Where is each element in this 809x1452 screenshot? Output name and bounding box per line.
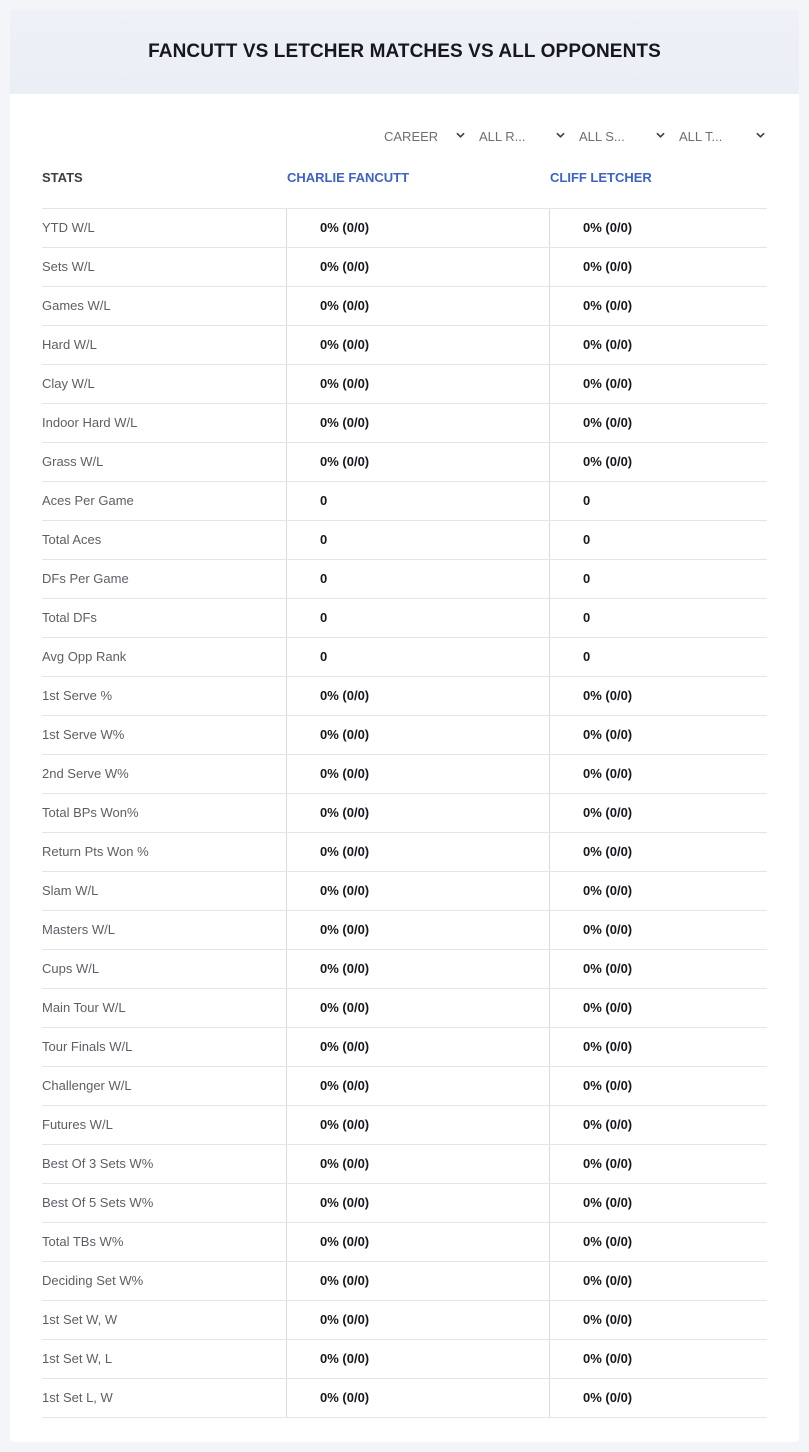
- stat-label: Masters W/L: [42, 922, 115, 937]
- stat-label: 1st Set L, W: [42, 1390, 113, 1405]
- stat-label: Grass W/L: [42, 454, 104, 469]
- table-row: [42, 1379, 767, 1418]
- table-row: [42, 716, 767, 755]
- stat-label: Avg Opp Rank: [42, 649, 127, 664]
- player2-stat-value: 0% (0/0): [549, 677, 767, 715]
- chevron-down-icon: [756, 131, 765, 140]
- table-row: [42, 521, 767, 560]
- player2-stat-value: 0% (0/0): [549, 1184, 767, 1222]
- player2-stat-value: 0% (0/0): [549, 950, 767, 988]
- table-row: [42, 326, 767, 365]
- player2-stat-value: 0% (0/0): [549, 1028, 767, 1066]
- stat-label: Return Pts Won %: [42, 844, 149, 859]
- stat-label: 1st Serve W%: [42, 727, 125, 742]
- stat-label: Best Of 3 Sets W%: [42, 1156, 154, 1171]
- table-row: [42, 989, 767, 1028]
- table-row: [42, 1184, 767, 1223]
- table-row: [42, 911, 767, 950]
- player1-stat-value: 0: [286, 560, 549, 598]
- stat-label: Tour Finals W/L: [42, 1039, 133, 1054]
- player1-stat-value: 0% (0/0): [286, 443, 549, 481]
- player1-column-header-link[interactable]: CHARLIE FANCUTT: [287, 170, 410, 185]
- stat-label: Sets W/L: [42, 259, 95, 274]
- player2-stat-value: 0% (0/0): [549, 755, 767, 793]
- player1-stat-value: 0% (0/0): [286, 716, 549, 754]
- player2-stat-value: 0% (0/0): [549, 872, 767, 910]
- player2-stat-value: 0% (0/0): [549, 1379, 767, 1417]
- stat-label: Total BPs Won%: [42, 805, 139, 820]
- player2-stat-value: 0% (0/0): [549, 716, 767, 754]
- stat-label: Clay W/L: [42, 376, 95, 391]
- stat-label: Total Aces: [42, 532, 102, 547]
- stat-label: Hard W/L: [42, 337, 97, 352]
- career-filter-select[interactable]: [384, 126, 465, 146]
- stat-label: Slam W/L: [42, 883, 99, 898]
- round-filter-select[interactable]: [479, 126, 565, 146]
- player2-stat-value: 0% (0/0): [549, 365, 767, 403]
- player1-stat-value: 0% (0/0): [286, 1379, 549, 1417]
- player2-stat-value: 0% (0/0): [549, 1067, 767, 1105]
- table-header: [42, 170, 767, 190]
- table-row: [42, 599, 767, 638]
- stats-card: [10, 10, 799, 1442]
- player1-stat-value: 0% (0/0): [286, 794, 549, 832]
- player2-column-header-link[interactable]: CLIFF LETCHER: [550, 170, 652, 185]
- player2-stat-value: 0% (0/0): [549, 1145, 767, 1183]
- player2-stat-value: 0% (0/0): [549, 1262, 767, 1300]
- player1-stat-value: 0% (0/0): [286, 1067, 549, 1105]
- player2-stat-value: 0% (0/0): [549, 443, 767, 481]
- table-row: [42, 1262, 767, 1301]
- player1-stat-value: 0% (0/0): [286, 950, 549, 988]
- chevron-down-icon: [656, 131, 665, 140]
- stat-label: YTD W/L: [42, 220, 95, 235]
- player1-stat-value: 0: [286, 599, 549, 637]
- round-filter-value: ALL R...: [479, 128, 526, 144]
- player1-stat-value: 0% (0/0): [286, 1262, 549, 1300]
- player1-stat-value: 0% (0/0): [286, 365, 549, 403]
- stat-label: Best Of 5 Sets W%: [42, 1195, 154, 1210]
- player2-stat-value: 0% (0/0): [549, 287, 767, 325]
- table-row: [42, 755, 767, 794]
- card-header: [10, 10, 799, 94]
- player1-stat-value: 0% (0/0): [286, 1106, 549, 1144]
- player2-stat-value: 0: [549, 482, 767, 520]
- table-row: [42, 1106, 767, 1145]
- table-row: [42, 209, 767, 248]
- stat-label: DFs Per Game: [42, 571, 129, 586]
- stat-label: Indoor Hard W/L: [42, 415, 138, 430]
- table-row: [42, 794, 767, 833]
- player1-stat-value: 0% (0/0): [286, 989, 549, 1027]
- table-row: [42, 950, 767, 989]
- table-row: [42, 1028, 767, 1067]
- player1-stat-value: 0% (0/0): [286, 287, 549, 325]
- stat-label: Aces Per Game: [42, 493, 134, 508]
- filter-bar: [10, 126, 799, 146]
- player1-stat-value: 0% (0/0): [286, 1145, 549, 1183]
- player2-stat-value: 0: [549, 521, 767, 559]
- stat-label: Games W/L: [42, 298, 111, 313]
- stat-label: Futures W/L: [42, 1117, 113, 1132]
- table-row: [42, 1340, 767, 1379]
- player2-stat-value: 0: [549, 599, 767, 637]
- player1-stat-value: 0: [286, 482, 549, 520]
- stat-label: Total TBs W%: [42, 1234, 124, 1249]
- table-row: [42, 677, 767, 716]
- table-row: [42, 443, 767, 482]
- stat-label: 2nd Serve W%: [42, 766, 129, 781]
- player2-stat-value: 0% (0/0): [549, 794, 767, 832]
- table-row: [42, 638, 767, 677]
- player1-stat-value: 0% (0/0): [286, 1340, 549, 1378]
- player2-stat-value: 0% (0/0): [549, 1301, 767, 1339]
- stat-label: 1st Serve %: [42, 688, 113, 703]
- player1-stat-value: 0% (0/0): [286, 1028, 549, 1066]
- page-title: FANCUTT VS LETCHER MATCHES VS ALL OPPONENTS: [148, 41, 661, 62]
- player2-stat-value: 0% (0/0): [549, 1106, 767, 1144]
- player1-stat-value: 0: [286, 521, 549, 559]
- stat-label: 1st Set W, L: [42, 1351, 113, 1366]
- player1-stat-value: 0% (0/0): [286, 872, 549, 910]
- table-row: [42, 248, 767, 287]
- stat-label: Challenger W/L: [42, 1078, 132, 1093]
- surface-filter-select[interactable]: [579, 126, 665, 146]
- player2-stat-value: 0% (0/0): [549, 404, 767, 442]
- player1-stat-value: 0% (0/0): [286, 1301, 549, 1339]
- player1-stat-value: 0% (0/0): [286, 404, 549, 442]
- table-row: [42, 1301, 767, 1340]
- table-row: [42, 1145, 767, 1184]
- chevron-down-icon: [556, 131, 565, 140]
- table-row: [42, 404, 767, 443]
- player2-stat-value: 0% (0/0): [549, 989, 767, 1027]
- career-filter-value: CAREER: [384, 128, 439, 144]
- player1-stat-value: 0% (0/0): [286, 326, 549, 364]
- player1-stat-value: 0% (0/0): [286, 677, 549, 715]
- stat-label: Main Tour W/L: [42, 1000, 126, 1015]
- player2-stat-value: 0% (0/0): [549, 326, 767, 364]
- stat-label: Deciding Set W%: [42, 1273, 144, 1288]
- surface-filter-value: ALL S...: [579, 128, 625, 144]
- player2-stat-value: 0% (0/0): [549, 209, 767, 247]
- table-row: [42, 833, 767, 872]
- player1-stat-value: 0% (0/0): [286, 833, 549, 871]
- tournament-filter-select[interactable]: [679, 126, 765, 146]
- player2-stat-value: 0% (0/0): [549, 833, 767, 871]
- table-row: [42, 872, 767, 911]
- player1-stat-value: 0% (0/0): [286, 1184, 549, 1222]
- player1-stat-value: 0: [286, 638, 549, 676]
- player2-stat-value: 0: [549, 560, 767, 598]
- table-row: [42, 287, 767, 326]
- stat-label: Total DFs: [42, 610, 97, 625]
- player2-stat-value: 0% (0/0): [549, 911, 767, 949]
- player2-stat-value: 0% (0/0): [549, 1340, 767, 1378]
- table-row: [42, 560, 767, 599]
- player1-stat-value: 0% (0/0): [286, 209, 549, 247]
- player2-stat-value: 0: [549, 638, 767, 676]
- player1-stat-value: 0% (0/0): [286, 248, 549, 286]
- stats-column-header: STATS: [42, 170, 83, 185]
- player2-stat-value: 0% (0/0): [549, 1223, 767, 1261]
- stats-table-body: [42, 208, 767, 1418]
- stat-label: Cups W/L: [42, 961, 100, 976]
- chevron-down-icon: [456, 131, 465, 140]
- table-row: [42, 1067, 767, 1106]
- tournament-filter-value: ALL T...: [679, 128, 723, 144]
- player1-stat-value: 0% (0/0): [286, 755, 549, 793]
- player2-stat-value: 0% (0/0): [549, 248, 767, 286]
- table-row: [42, 365, 767, 404]
- player1-stat-value: 0% (0/0): [286, 911, 549, 949]
- table-row: [42, 482, 767, 521]
- stat-label: 1st Set W, W: [42, 1312, 118, 1327]
- player1-stat-value: 0% (0/0): [286, 1223, 549, 1261]
- table-row: [42, 1223, 767, 1262]
